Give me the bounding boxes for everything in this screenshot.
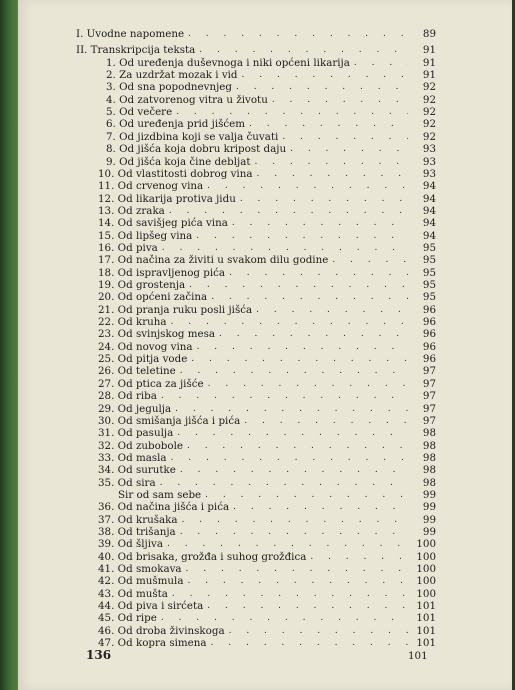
toc-entry-label: 45. Od ripe bbox=[98, 612, 157, 625]
dot-leader bbox=[245, 118, 408, 131]
toc-entry-page: 89 bbox=[422, 28, 436, 40]
toc-entry bbox=[98, 378, 436, 391]
dot-leader bbox=[173, 427, 408, 440]
toc-entry-page: 93 bbox=[422, 143, 436, 156]
toc-entry-page: 99 bbox=[422, 513, 436, 526]
toc-entry bbox=[98, 353, 436, 366]
toc-entry-page: 101 bbox=[416, 637, 436, 650]
toc-entry bbox=[76, 28, 436, 41]
toc-entry bbox=[98, 637, 436, 650]
toc-entry-label: 3. Od sna popodnevnjeg bbox=[106, 81, 232, 94]
toc-entry-label: 17. Od načina za živiti u svakom dilu godine bbox=[98, 254, 329, 267]
toc-entry-page: 97 bbox=[422, 402, 436, 415]
toc-entry-label: 20. Od općeni začina bbox=[98, 291, 208, 304]
toc-entry-label: 39. Od šljiva bbox=[98, 538, 163, 551]
dot-leader bbox=[171, 403, 408, 416]
dot-leader bbox=[165, 205, 408, 218]
toc-entry-label: 38. Od trišanja bbox=[98, 526, 176, 538]
toc-entry bbox=[98, 365, 436, 378]
toc-entry-label: I. Uvodne napomene bbox=[76, 28, 185, 40]
toc-entry bbox=[98, 427, 436, 440]
toc-entry-page: 101 bbox=[416, 624, 436, 637]
toc-entry-label: 1. Od uređenja duševnoga i niki općeni likarija bbox=[106, 56, 350, 69]
toc-entry bbox=[98, 254, 436, 267]
toc-entry-label: 19. Od grostenja bbox=[98, 279, 186, 291]
dot-leader bbox=[252, 304, 408, 317]
toc-entry-page: 94 bbox=[422, 180, 436, 193]
toc-entry-label: 29. Od jegulja bbox=[98, 402, 172, 415]
toc-entry-page: 100 bbox=[416, 538, 436, 551]
toc-entry-label: 13. Od zraka bbox=[98, 204, 165, 217]
toc-entry-page: 98 bbox=[422, 451, 436, 464]
dot-leader bbox=[158, 242, 408, 255]
toc-entry-page: 91 bbox=[422, 69, 436, 82]
dot-leader bbox=[183, 440, 408, 453]
dot-leader bbox=[228, 217, 408, 230]
toc-entry-page: 94 bbox=[422, 192, 436, 205]
toc-entry bbox=[98, 316, 436, 329]
toc-entry bbox=[98, 230, 436, 243]
toc-entry-page: 92 bbox=[422, 130, 436, 143]
toc-entry-page: 92 bbox=[422, 118, 436, 131]
dot-leader bbox=[225, 267, 408, 280]
dot-leader bbox=[176, 464, 408, 477]
dot-leader bbox=[167, 452, 408, 465]
toc-entry-label: 5. Od večere bbox=[106, 106, 173, 119]
dot-leader bbox=[157, 612, 408, 625]
dot-leader bbox=[240, 415, 408, 428]
toc-entry bbox=[76, 44, 436, 57]
toc-entry bbox=[98, 415, 436, 428]
dot-leader bbox=[184, 28, 408, 41]
dot-leader bbox=[178, 514, 408, 527]
toc-entry bbox=[106, 69, 436, 82]
toc-entry bbox=[98, 526, 436, 539]
dot-leader bbox=[167, 316, 408, 329]
toc-entry-label: 23. Od svinjskog mesa bbox=[98, 328, 216, 341]
dot-leader bbox=[203, 600, 408, 613]
toc-entry-label: II. Transkripcija teksta bbox=[76, 44, 196, 57]
table-of-contents bbox=[18, 0, 512, 690]
dot-leader bbox=[350, 57, 408, 70]
dot-leader bbox=[176, 526, 408, 539]
dot-leader bbox=[168, 588, 408, 601]
toc-entry bbox=[98, 538, 436, 551]
toc-entry-page: 93 bbox=[422, 155, 436, 168]
toc-entry-label: 2. Za uzdržat mozak i vid bbox=[106, 69, 238, 82]
toc-entry-label: 30. Od smišanja jišća i pića bbox=[98, 414, 241, 427]
toc-entry bbox=[98, 180, 436, 193]
toc-entry-label: 34. Od surutke bbox=[98, 464, 176, 477]
toc-entry-page: 94 bbox=[422, 204, 436, 217]
dot-leader bbox=[195, 44, 408, 57]
dot-leader bbox=[268, 94, 408, 107]
toc-entry bbox=[98, 267, 436, 280]
toc-entry-page: 94 bbox=[422, 229, 436, 242]
toc-entry bbox=[98, 563, 436, 576]
dot-leader bbox=[204, 378, 408, 391]
toc-entry-label: 11. Od crvenog vina bbox=[98, 180, 204, 193]
dot-leader bbox=[278, 131, 408, 144]
toc-entry-label: 12. Od likarija protiva jidu bbox=[98, 192, 236, 205]
dot-leader bbox=[201, 489, 408, 502]
toc-entry-label: Sir od sam sebe bbox=[118, 488, 202, 501]
toc-entry-label: 40. Od brisaka, grožđa i suhog grožđica bbox=[98, 550, 307, 563]
toc-entry-label: 26. Od teletine bbox=[98, 365, 176, 378]
dot-leader bbox=[182, 563, 408, 576]
toc-entry-label: 10. Od vlastitosti dobrog vina bbox=[98, 167, 253, 180]
toc-entry-page: 94 bbox=[422, 217, 436, 230]
toc-entry bbox=[98, 625, 436, 638]
toc-entry-page: 97 bbox=[422, 390, 436, 403]
toc-entry-page: 95 bbox=[422, 291, 436, 304]
toc-entry-label: 47. Od kopra simena bbox=[98, 637, 207, 650]
dot-leader bbox=[215, 328, 408, 341]
dot-leader bbox=[156, 477, 408, 490]
toc-entry-label: 9. Od jišća koja čine debljat bbox=[106, 155, 251, 168]
toc-entry bbox=[106, 156, 436, 169]
toc-entry-label: 28. Od riba bbox=[98, 390, 157, 403]
toc-entry bbox=[98, 551, 436, 564]
dot-leader bbox=[183, 575, 408, 588]
toc-entry-label: 35. Od sira bbox=[98, 476, 156, 489]
toc-entry-page: 98 bbox=[422, 464, 436, 477]
toc-entry-page: 99 bbox=[422, 526, 436, 538]
dot-leader bbox=[187, 353, 408, 366]
dot-leader bbox=[236, 193, 408, 206]
toc-entry bbox=[98, 452, 436, 465]
toc-entry-page: 99 bbox=[422, 488, 436, 501]
toc-entry-page: 95 bbox=[422, 241, 436, 254]
toc-entry-page: 95 bbox=[422, 266, 436, 279]
toc-entry-label: 44. Od piva i sirćeta bbox=[98, 600, 204, 613]
toc-entry-label: 18. Od ispravljenog pića bbox=[98, 266, 226, 279]
dot-leader bbox=[163, 538, 408, 551]
toc-entry-page: 98 bbox=[422, 427, 436, 440]
toc-entry-page: 95 bbox=[422, 279, 436, 291]
toc-entry-page: 99 bbox=[422, 501, 436, 514]
dot-leader bbox=[176, 365, 408, 378]
toc-entry-page: 92 bbox=[422, 106, 436, 119]
toc-entry-label: 4. Od zatvorenog vitra u životu bbox=[106, 93, 268, 106]
toc-entry bbox=[98, 217, 436, 230]
trailing-page-number: 101 bbox=[408, 649, 428, 662]
toc-entry bbox=[98, 600, 436, 613]
toc-entry-page: 92 bbox=[422, 81, 436, 94]
toc-entry-page: 96 bbox=[422, 316, 436, 329]
dot-leader bbox=[251, 156, 409, 169]
toc-entry bbox=[98, 501, 436, 514]
toc-entry bbox=[98, 440, 436, 453]
book-edge bbox=[0, 0, 18, 690]
toc-entry bbox=[98, 291, 436, 304]
toc-entry bbox=[98, 588, 436, 601]
toc-entry-page: 96 bbox=[422, 353, 436, 366]
toc-entry-page: 95 bbox=[422, 254, 436, 267]
toc-entry bbox=[98, 575, 436, 588]
toc-entry-page: 100 bbox=[416, 587, 436, 600]
toc-entry-page: 91 bbox=[422, 44, 436, 57]
toc-entry-page: 96 bbox=[422, 303, 436, 316]
dot-leader bbox=[225, 625, 408, 638]
dot-leader bbox=[185, 279, 408, 292]
toc-entry bbox=[98, 403, 436, 416]
toc-entry-page: 96 bbox=[422, 340, 436, 353]
dot-leader bbox=[306, 551, 408, 564]
toc-entry-page: 100 bbox=[416, 575, 436, 588]
dot-leader bbox=[207, 291, 408, 304]
dot-leader bbox=[286, 143, 408, 156]
dot-leader bbox=[229, 501, 408, 514]
toc-entry-page: 97 bbox=[422, 377, 436, 390]
dot-leader bbox=[157, 390, 408, 403]
dot-leader bbox=[253, 168, 409, 181]
toc-entry bbox=[98, 205, 436, 218]
dot-leader bbox=[232, 81, 408, 94]
toc-entry-page: 93 bbox=[422, 167, 436, 180]
dot-leader bbox=[203, 180, 408, 193]
toc-entry-page: 100 bbox=[416, 550, 436, 563]
toc-entry-page: 97 bbox=[422, 414, 436, 427]
toc-entry-label: 46. Od droba živinskoga bbox=[98, 624, 225, 637]
toc-entry-label: 24. Od novog vina bbox=[98, 340, 193, 353]
toc-entry bbox=[98, 612, 436, 625]
toc-entry-label: 8. Od jišća koja dobru kripost daju bbox=[106, 143, 287, 156]
toc-entry bbox=[98, 514, 436, 527]
toc-entry-label: 25. Od pitja vode bbox=[98, 353, 188, 366]
toc-entry bbox=[106, 94, 436, 107]
toc-entry-page: 92 bbox=[422, 93, 436, 106]
toc-entry-page: 97 bbox=[422, 365, 436, 378]
toc-entry bbox=[98, 390, 436, 403]
book-page bbox=[18, 0, 512, 690]
toc-entry bbox=[106, 131, 436, 144]
toc-entry-label: 33. Od masla bbox=[98, 451, 167, 464]
toc-entry-page: 96 bbox=[422, 328, 436, 341]
toc-entry bbox=[98, 242, 436, 255]
toc-entry-page: 100 bbox=[416, 563, 436, 576]
toc-entry bbox=[106, 57, 436, 70]
toc-entry-label: 41. Od smokava bbox=[98, 563, 182, 576]
toc-entry-label: 21. Od pranja ruku posli jišća bbox=[98, 303, 253, 316]
toc-entry bbox=[106, 81, 436, 94]
toc-entry bbox=[106, 118, 436, 131]
toc-entry-page: 98 bbox=[422, 476, 436, 489]
toc-entry-label: 27. Od ptica za jišće bbox=[98, 377, 204, 390]
toc-entry-label: 14. Od savišjeg pića vina bbox=[98, 217, 228, 230]
toc-entry-page: 98 bbox=[422, 439, 436, 452]
toc-entry-label: 42. Od mušmula bbox=[98, 575, 184, 588]
toc-entry-label: 32. Od zubobole bbox=[98, 439, 183, 452]
toc-entry-label: 37. Od krušaka bbox=[98, 513, 178, 526]
toc-entry bbox=[98, 477, 436, 490]
toc-entry-page: 101 bbox=[416, 600, 436, 613]
toc-entry-label: 22. Od kruha bbox=[98, 316, 167, 329]
toc-entry-label: 36. Od načina jišća i pića bbox=[98, 501, 230, 514]
toc-entry-page: 91 bbox=[422, 56, 436, 69]
toc-entry bbox=[98, 328, 436, 341]
toc-entry-label: 7. Od jizdbina koji se valja čuvati bbox=[106, 130, 279, 143]
toc-entry bbox=[118, 489, 436, 502]
toc-entry-label: 6. Od uređenja prid jišćem bbox=[106, 118, 246, 131]
toc-entry bbox=[98, 193, 436, 206]
toc-entry bbox=[98, 304, 436, 317]
toc-entry bbox=[106, 143, 436, 156]
toc-entry bbox=[98, 464, 436, 477]
toc-entry bbox=[98, 168, 436, 181]
toc-entry-label: 15. Od lipšeg vina bbox=[98, 229, 193, 242]
page-number: 136 bbox=[86, 648, 112, 662]
toc-entry-label: 43. Od mušta bbox=[98, 587, 168, 600]
dot-leader bbox=[207, 637, 408, 650]
toc-entry bbox=[98, 341, 436, 354]
dot-leader bbox=[193, 341, 408, 354]
toc-entry-label: 31. Od pasulja bbox=[98, 427, 174, 440]
dot-leader bbox=[328, 254, 408, 267]
toc-entry-label: 16. Od piva bbox=[98, 241, 158, 254]
toc-entry-page: 101 bbox=[416, 612, 436, 625]
dot-leader bbox=[238, 69, 408, 82]
dot-leader bbox=[192, 230, 408, 243]
